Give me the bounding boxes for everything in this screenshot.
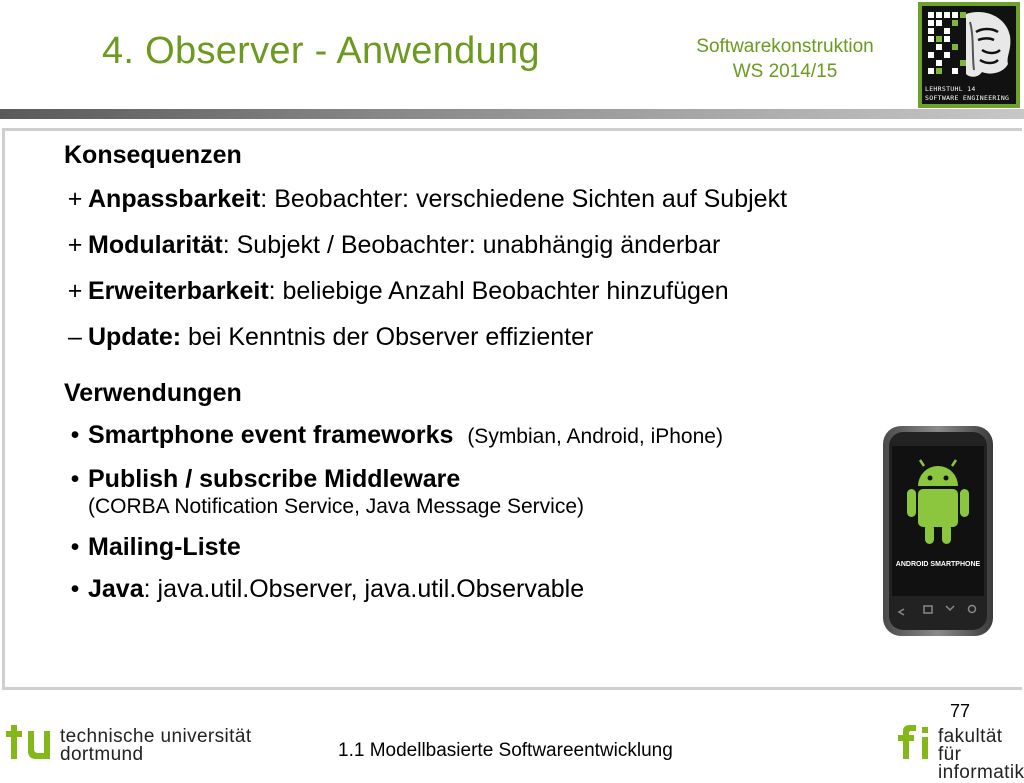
item-term: Erweiterbarkeit (88, 277, 269, 305)
item-term: Update: (88, 323, 182, 351)
list-item (64, 230, 944, 260)
footer-title: 1.1 Modellbasierte Softwareentwicklung (338, 740, 673, 761)
header-divider (0, 109, 1024, 119)
tu-wordmark (60, 728, 252, 764)
list-item (64, 322, 944, 352)
item-term: Smartphone event frameworks (88, 421, 454, 449)
bullet-symbol: • (70, 421, 80, 449)
item-text: : java.util.Observer, java.util.Observable (143, 575, 585, 603)
konsequenzen-heading: Konsequenzen (64, 141, 242, 169)
tu-line1: technische universität (60, 726, 252, 747)
list-item (64, 574, 944, 604)
item-subtext: (CORBA Notification Service, Java Message Service) (88, 495, 585, 518)
item-term: Anpassbarkeit (88, 185, 261, 213)
fi-logo-icon (896, 723, 936, 763)
bullet-symbol: • (70, 533, 80, 561)
chair-logo-caption-1: LEHRSTUHL 14 (925, 85, 976, 93)
minus-symbol: – (68, 323, 82, 351)
verwendungen-heading: Verwendungen (64, 379, 242, 407)
list-item (64, 276, 944, 306)
tu-logo-icon (4, 723, 56, 763)
page-number: 77 (950, 701, 971, 721)
item-text: : Subjekt / Beobachter: unabhängig änderbar (222, 231, 721, 259)
item-text: : Beobachter: verschiedene Sichten auf Subjekt (260, 185, 788, 213)
bullet-symbol: • (70, 465, 80, 493)
android-phone-image (880, 424, 996, 645)
item-term: Modularität (88, 231, 223, 259)
item-text: : beliebige Anzahl Beobachter hinzufügen (268, 277, 729, 305)
slide-content (64, 140, 944, 604)
list-item (64, 532, 944, 562)
course-label (660, 34, 910, 84)
list-item (64, 464, 944, 520)
chair-logo-inner (922, 6, 1016, 104)
course-name: Softwarekonstruktion (696, 36, 874, 57)
list-item (64, 420, 944, 452)
item-term: Java (88, 575, 144, 603)
item-term: Publish / subscribe Middleware (88, 465, 461, 493)
slide-title: 4. Observer - Anwendung (102, 30, 540, 72)
bullet-symbol: • (70, 575, 80, 603)
item-note: (Symbian, Android, iPhone) (467, 425, 723, 448)
fi-line1: fakultät für (938, 726, 1003, 765)
list-item (64, 184, 944, 214)
chair-logo (918, 2, 1020, 108)
plus-symbol: + (67, 231, 83, 259)
chair-logo-caption-2: SOFTWARE ENGINEERING (925, 94, 1010, 102)
course-semester: WS 2014/15 (732, 61, 838, 82)
plus-symbol: + (67, 277, 83, 305)
fi-line2: informatik (938, 762, 1024, 783)
chair-logo-graphic (922, 6, 1016, 84)
item-term: Mailing-Liste (88, 533, 241, 561)
tu-line2: dortmund (60, 744, 144, 765)
phone-label: ANDROID SMARTPHONE (895, 561, 981, 568)
item-text: bei Kenntnis der Observer effizienter (181, 323, 594, 351)
plus-symbol: + (67, 185, 83, 213)
phone-graphic (880, 424, 996, 640)
fi-wordmark (938, 728, 1024, 782)
